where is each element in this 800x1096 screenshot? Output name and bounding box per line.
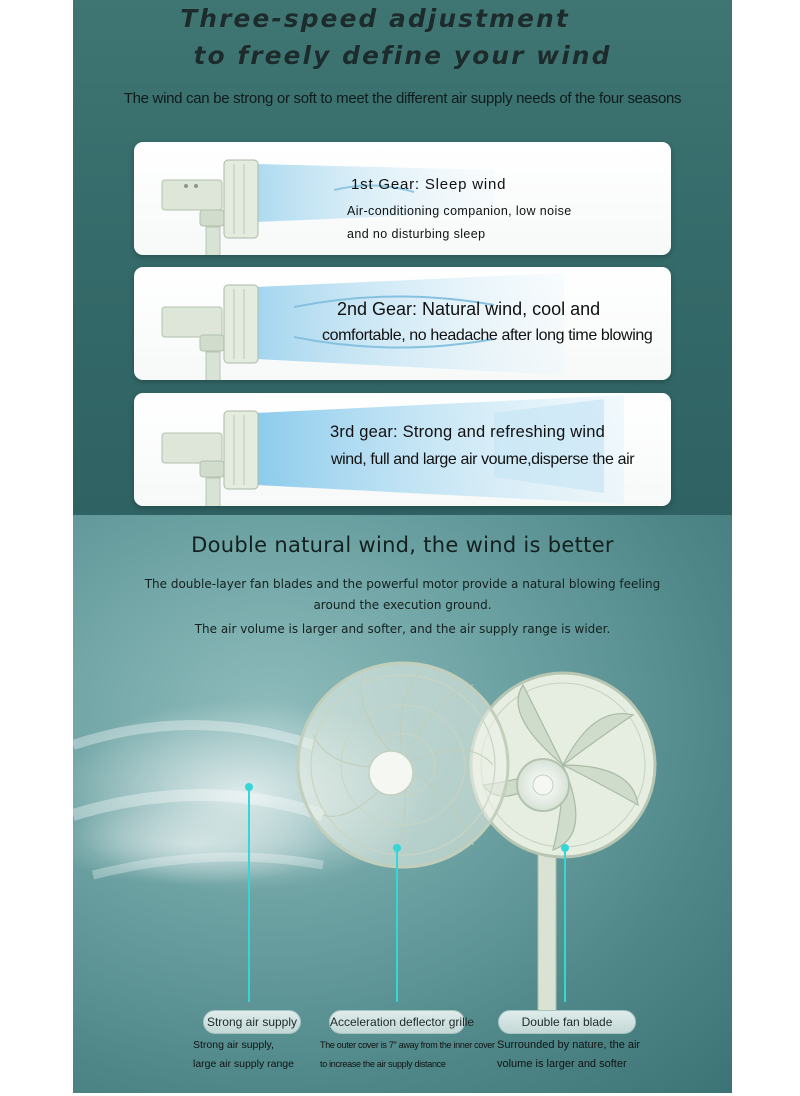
- caption-line: The outer cover is 7" away from the inner cover: [320, 1040, 495, 1050]
- feature-caption-blade: [497, 1036, 640, 1074]
- gear-title-2: 2nd Gear: Natural wind, cool and: [337, 299, 601, 319]
- gear-desc-1-line2: and no disturbing sleep: [347, 227, 486, 241]
- three-speed-section: [73, 0, 732, 515]
- gear-desc-3-line1: wind, full and large air voume,disperse the air: [331, 451, 635, 468]
- caption-line: Strong air supply,: [193, 1039, 274, 1051]
- caption-line: to increase the air supply distance: [320, 1059, 446, 1069]
- caption-line: volume is larger and softer: [497, 1058, 627, 1070]
- section-description-line3: The air volume is larger and softer, and the air supply range is wider.: [194, 622, 611, 636]
- front-grille-icon: [298, 663, 508, 867]
- section-description-line1: The double-layer fan blades and the powerful motor provide a natural blowing feeling: [144, 577, 661, 591]
- gear-desc-1-line1: Air-conditioning companion, low noise: [347, 204, 572, 218]
- feature-label-deflector-grille: Acceleration deflector grille: [329, 1010, 465, 1034]
- fan-side-view-icon: [134, 393, 671, 506]
- section-description-line2: around the execution ground.: [313, 598, 492, 612]
- feature-label-double-fan-blade: Double fan blade: [498, 1010, 636, 1034]
- gear-desc-2-line1: comfortable, no headache after long time blowing: [322, 327, 653, 344]
- feature-label-strong-air-supply: Strong air supply: [203, 1010, 301, 1034]
- feature-caption-grille: [320, 1036, 495, 1074]
- gear-title-3: 3rd gear: Strong and refreshing wind: [330, 423, 606, 441]
- gear-title-1: 1st Gear: Sleep wind: [351, 176, 507, 193]
- section-title: Double natural wind, the wind is better: [191, 533, 614, 557]
- fan-side-view-icon: [134, 267, 671, 380]
- double-fan-illustration: [73, 515, 732, 1093]
- caption-line: large air supply range: [193, 1058, 294, 1070]
- feature-caption-strong-air: [193, 1036, 294, 1074]
- section-title-line1: Three-speed adjustment: [180, 4, 570, 33]
- gear-card-3: [134, 393, 671, 506]
- double-wind-section: [73, 515, 732, 1093]
- section-subtitle: The wind can be strong or soft to meet the different air supply needs of the four seasons: [123, 90, 682, 107]
- gear-card-2: [134, 267, 671, 380]
- section-title-line2: to freely define your wind: [193, 41, 612, 70]
- caption-line: Surrounded by nature, the air: [497, 1039, 641, 1051]
- gear-card-1: [134, 142, 671, 255]
